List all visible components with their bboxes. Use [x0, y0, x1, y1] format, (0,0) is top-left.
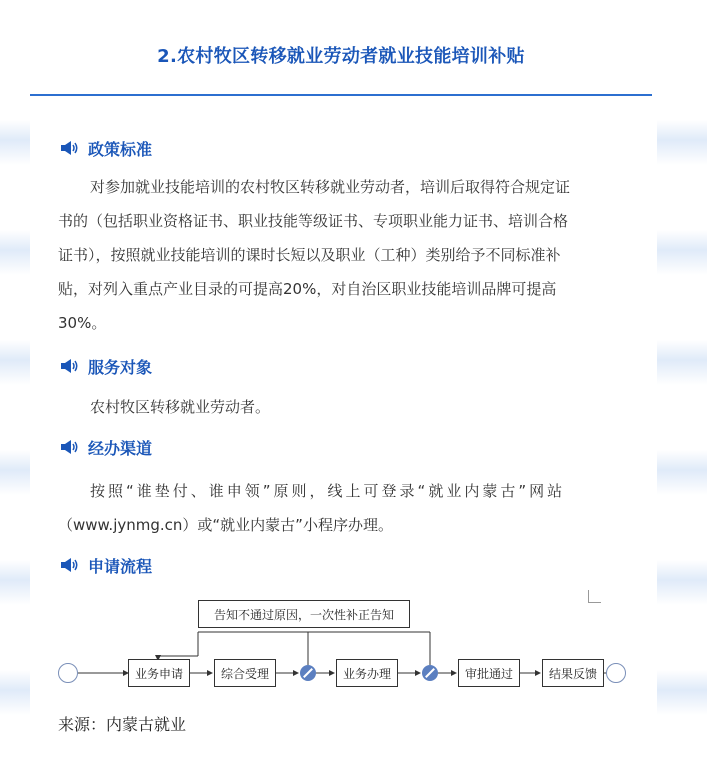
- paragraph-line: 书的（包括职业资格证书、职业技能等级证书、专项职业能力证书、培训合格: [58, 212, 569, 230]
- section-label: 政策标准: [88, 139, 153, 159]
- section-label: 经办渠道: [88, 438, 153, 458]
- flow-step-approve: 审批通过: [458, 659, 520, 687]
- paragraph-line: 贴，对列入重点产业目录的可提高20%，对自治区职业技能培训品牌可提高: [58, 280, 557, 298]
- section-label: 申请流程: [88, 556, 153, 576]
- reject-node-icon: [300, 665, 316, 681]
- content-card: [30, 0, 652, 766]
- flow-step-feedback: 结果反馈: [542, 659, 604, 687]
- channel-paragraph: [58, 474, 628, 542]
- source-line: 来源：内蒙古就业: [58, 715, 187, 734]
- target-paragraph: [58, 390, 628, 424]
- speaker-icon: [60, 358, 80, 374]
- policy-paragraph: [58, 170, 628, 340]
- end-node: [606, 663, 626, 683]
- paragraph-line: 按照“谁垫付、谁申领”原则，线上可登录“就业内蒙古”网站: [90, 482, 566, 500]
- start-node: [58, 663, 78, 683]
- paragraph-line: 证书），按照就业技能培训的课时长短以及职业（工种）类别给予不同标准补: [58, 246, 561, 264]
- flow-step-process: 业务办理: [336, 659, 398, 687]
- flow-step-accept: 综合受理: [214, 659, 276, 687]
- flow-step-apply: 业务申请: [128, 659, 190, 687]
- section-heading-process: [60, 553, 152, 577]
- section-label: 服务对象: [88, 357, 153, 377]
- section-heading-policy: [60, 136, 152, 160]
- title-divider: [30, 94, 652, 96]
- paragraph-line: 30%。: [58, 314, 107, 332]
- speaker-icon: [60, 439, 80, 455]
- feedback-box: 告知不通过原因，一次性补正告知: [198, 600, 410, 628]
- paragraph-line: 对参加就业技能培训的农村牧区转移就业劳动者，培训后取得符合规定证: [90, 178, 571, 196]
- paragraph-line: 农村牧区转移就业劳动者。: [90, 398, 271, 416]
- paragraph-line: （www.jynmg.cn）或“就业内蒙古”小程序办理。: [58, 516, 393, 534]
- process-flowchart: [58, 600, 628, 700]
- section-heading-channel: [60, 435, 152, 459]
- section-heading-target: [60, 354, 152, 378]
- page-title: 2.农村牧区转移就业劳动者就业技能培训补贴: [157, 46, 525, 67]
- speaker-icon: [60, 140, 80, 156]
- speaker-icon: [60, 557, 80, 573]
- reject-node-icon: [422, 665, 438, 681]
- right-decoration: [657, 120, 707, 766]
